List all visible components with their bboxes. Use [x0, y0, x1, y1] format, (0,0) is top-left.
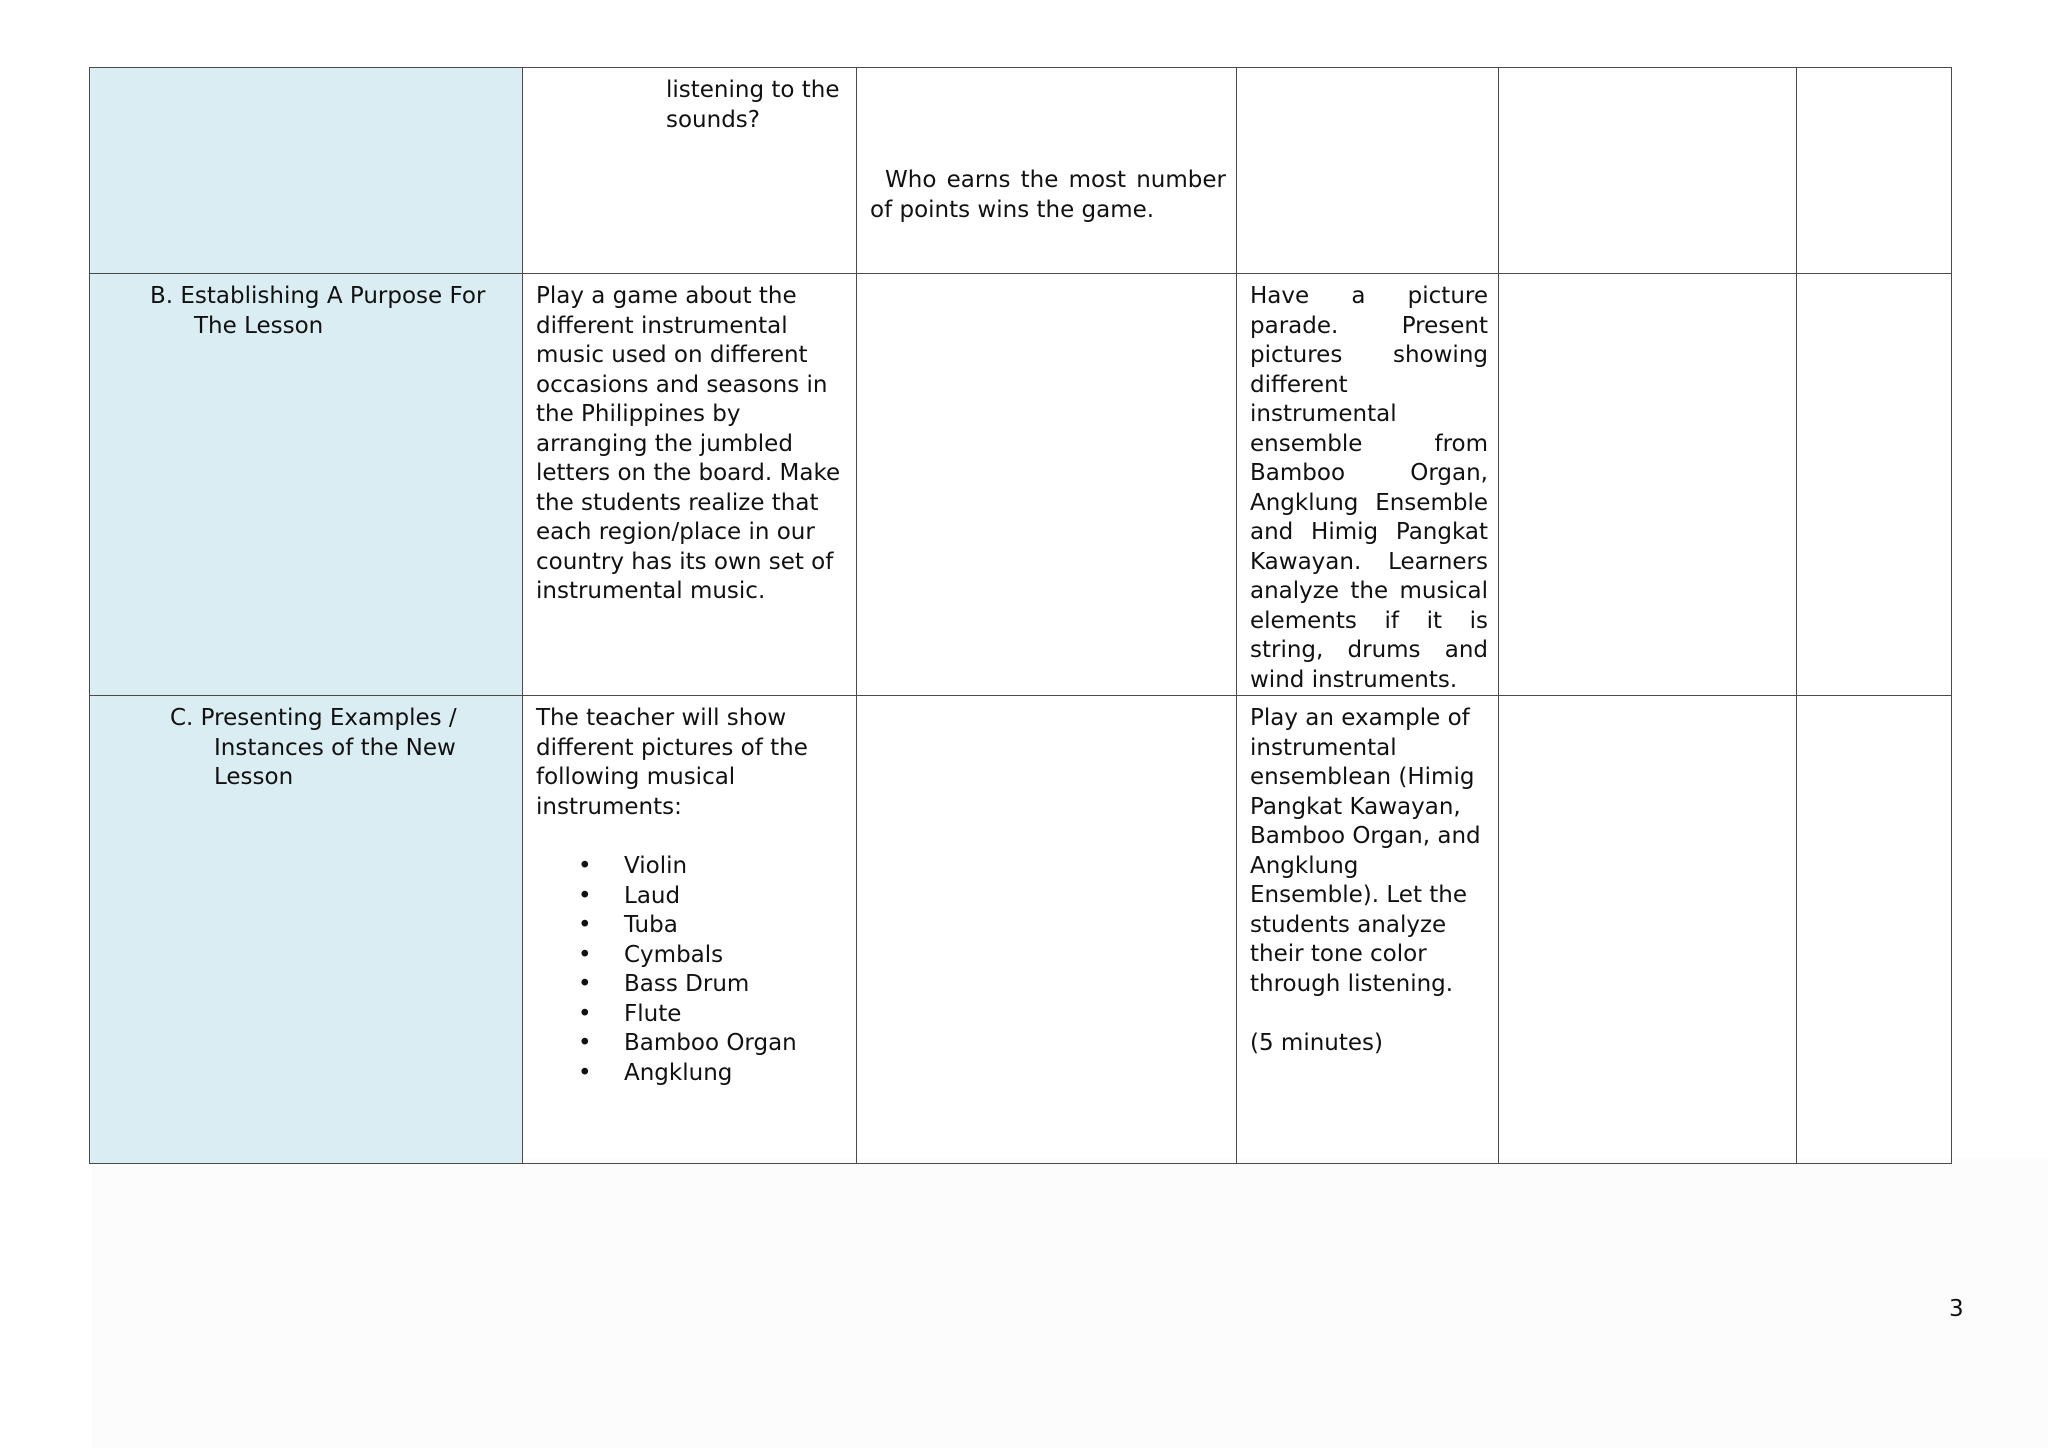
day5-text: [1797, 274, 1951, 282]
row-label-cell: [90, 274, 523, 696]
day5-cell: [1797, 696, 1952, 1164]
page-number: 3: [1949, 1296, 1964, 1322]
day3-cell: [1237, 68, 1499, 274]
day3-text: Have a picture parade. Present pictures showing different instrumental ensemble from Bamboo Organ, Angklung Ensemble and Himig Pangkat Kawayan. Learners analyze the musical elements if it is string, drums and wind instruments.: [1250, 283, 1488, 693]
list-item: [536, 911, 846, 941]
day4-cell: [1499, 274, 1797, 696]
list-item: [536, 970, 846, 1000]
day1-text: listening to the sounds?: [666, 77, 840, 133]
day3-cell: [1237, 696, 1499, 1164]
bullet-icon: •: [578, 971, 592, 997]
day4-text: [1499, 274, 1796, 282]
day5-cell: [1797, 68, 1952, 274]
list-item: [536, 1000, 846, 1030]
table-row-presenting-examples: [90, 696, 1952, 1164]
day3-text: Play an example of instrumental ensemblean (Himig Pangkat Kawayan, Bamboo Organ, and Angklung Ensemble). Let the students analyze their tone color through listening.: [1250, 705, 1481, 997]
bullet-icon: •: [578, 941, 592, 968]
day4-cell: [1499, 696, 1797, 1164]
lesson-log-table: [89, 67, 1952, 1164]
instrument-name: Angklung: [624, 1059, 733, 1086]
list-item: [536, 852, 846, 882]
row-label-establishing-purpose: B. Establishing A Purpose For The Lesson: [150, 283, 486, 339]
day1-text: Play a game about the different instrumental music used on different occasions and seasons in the Philippines by arranging the jumbled letters on the board. Make the students realize that each region/place in our country has its own set of instrumental music.: [536, 283, 841, 604]
day2-cell: [857, 696, 1237, 1164]
day1-content: [523, 696, 856, 1088]
day2-text: [857, 274, 1236, 282]
list-item: [536, 1029, 846, 1059]
list-item: [536, 1059, 846, 1089]
instrument-name: Flute: [624, 1000, 682, 1027]
day2-text: Who earns the most number of points wins the game.: [870, 167, 1226, 223]
row-label-cell: [90, 696, 523, 1164]
list-item: [536, 882, 846, 912]
day1-cell: [523, 68, 857, 274]
list-item: [536, 941, 846, 971]
instrument-name: Cymbals: [624, 941, 724, 968]
day1-cell: [523, 274, 857, 696]
row-label: [90, 68, 522, 76]
instrument-list: [536, 852, 846, 1088]
day3-cell: [1237, 274, 1499, 696]
day2-cell: [857, 274, 1237, 696]
day4-text: [1499, 696, 1796, 704]
bullet-icon: •: [578, 853, 592, 879]
table-row-establishing-purpose: [90, 274, 1952, 696]
bullet-icon: •: [578, 912, 592, 938]
bullet-icon: •: [578, 1059, 592, 1086]
day3-time: (5 minutes): [1250, 1030, 1383, 1056]
row-label-presenting-examples: C. Presenting Examples / Instances of the New Lesson: [170, 705, 457, 790]
day5-cell: [1797, 274, 1952, 696]
day3-text: [1237, 68, 1498, 76]
day2-text: [857, 696, 1236, 704]
instrument-name: Bass Drum: [624, 971, 750, 997]
bullet-icon: •: [578, 882, 592, 909]
table-row-continuation: [90, 68, 1952, 274]
day1-intro-text: The teacher will show different pictures of the following musical instruments:: [536, 705, 808, 820]
instrument-name: Bamboo Organ: [624, 1030, 797, 1056]
day3-content: [1237, 696, 1498, 1059]
day1-cell: [523, 696, 857, 1164]
day5-text: [1797, 68, 1951, 76]
instrument-name: Violin: [624, 853, 688, 879]
row-label-cell: [90, 68, 523, 274]
instrument-name: Tuba: [624, 912, 678, 938]
bullet-icon: •: [578, 1030, 592, 1056]
day4-cell: [1499, 68, 1797, 274]
page-background-shade: [92, 1158, 2048, 1448]
day5-text: [1797, 696, 1951, 704]
day4-text: [1499, 68, 1796, 76]
day2-cell: [857, 68, 1237, 274]
bullet-icon: •: [578, 1000, 592, 1027]
instrument-name: Laud: [624, 882, 681, 909]
